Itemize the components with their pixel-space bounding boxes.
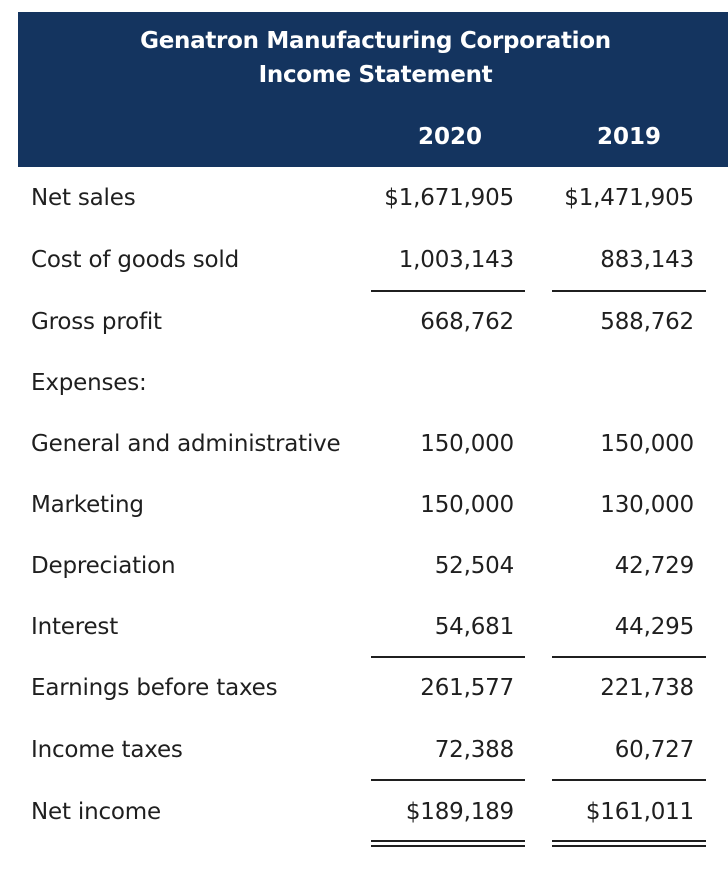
total-double-rule-2019 [552, 840, 706, 847]
value-2019: 42,729 [614, 553, 694, 579]
row-label: Net sales [31, 185, 136, 211]
value-2019: 44,295 [614, 614, 694, 640]
row-label: Depreciation [31, 553, 176, 579]
value-2020: 668,762 [420, 309, 514, 335]
row-label: Income taxes [31, 737, 183, 763]
subtotal-rule-2020 [371, 779, 525, 781]
value-2019: $1,471,905 [564, 185, 694, 211]
row-label: Interest [31, 614, 119, 640]
value-2019: 588,762 [600, 309, 694, 335]
row-interest [0, 614, 728, 644]
value-2020: $189,189 [405, 799, 514, 825]
row-gross-profit [0, 309, 728, 339]
row-net-income [0, 799, 728, 829]
row-income-taxes [0, 737, 728, 767]
subtotal-rule-2019 [552, 656, 706, 658]
company-name: Genatron Manufacturing Corporation [140, 28, 611, 54]
row-label: Marketing [31, 492, 144, 518]
row-expenses-heading [0, 370, 728, 400]
value-2020: $1,671,905 [384, 185, 514, 211]
value-2019: 221,738 [600, 675, 694, 701]
total-double-rule-2020 [371, 840, 525, 847]
row-label: General and administrative [31, 431, 341, 457]
subtotal-rule-2019 [552, 290, 706, 292]
value-2020: 261,577 [420, 675, 514, 701]
value-2020: 54,681 [434, 614, 514, 640]
row-label: Cost of goods sold [31, 247, 240, 273]
value-2019: 150,000 [600, 431, 694, 457]
row-label: Gross profit [31, 309, 162, 335]
row-marketing [0, 492, 728, 522]
row-net-sales [0, 185, 728, 215]
row-label: Net income [31, 799, 161, 825]
value-2019: 130,000 [600, 492, 694, 518]
value-2019: $161,011 [585, 799, 694, 825]
statement-title: Income Statement [258, 62, 493, 88]
column-header-2019: 2019 [597, 124, 662, 150]
column-header-2020: 2020 [418, 124, 483, 150]
row-general-administrative [0, 431, 728, 461]
subtotal-rule-2019 [552, 779, 706, 781]
subtotal-rule-2020 [371, 290, 525, 292]
value-2019: 60,727 [614, 737, 694, 763]
value-2020: 52,504 [434, 553, 514, 579]
statement-header [18, 12, 728, 167]
value-2020: 72,388 [434, 737, 514, 763]
value-2020: 150,000 [420, 492, 514, 518]
row-cost-of-goods-sold [0, 247, 728, 277]
row-depreciation [0, 553, 728, 583]
section-heading: Expenses: [31, 370, 147, 396]
row-label: Earnings before taxes [31, 675, 278, 701]
subtotal-rule-2020 [371, 656, 525, 658]
value-2020: 1,003,143 [398, 247, 514, 273]
value-2019: 883,143 [600, 247, 694, 273]
row-earnings-before-taxes [0, 675, 728, 705]
value-2020: 150,000 [420, 431, 514, 457]
